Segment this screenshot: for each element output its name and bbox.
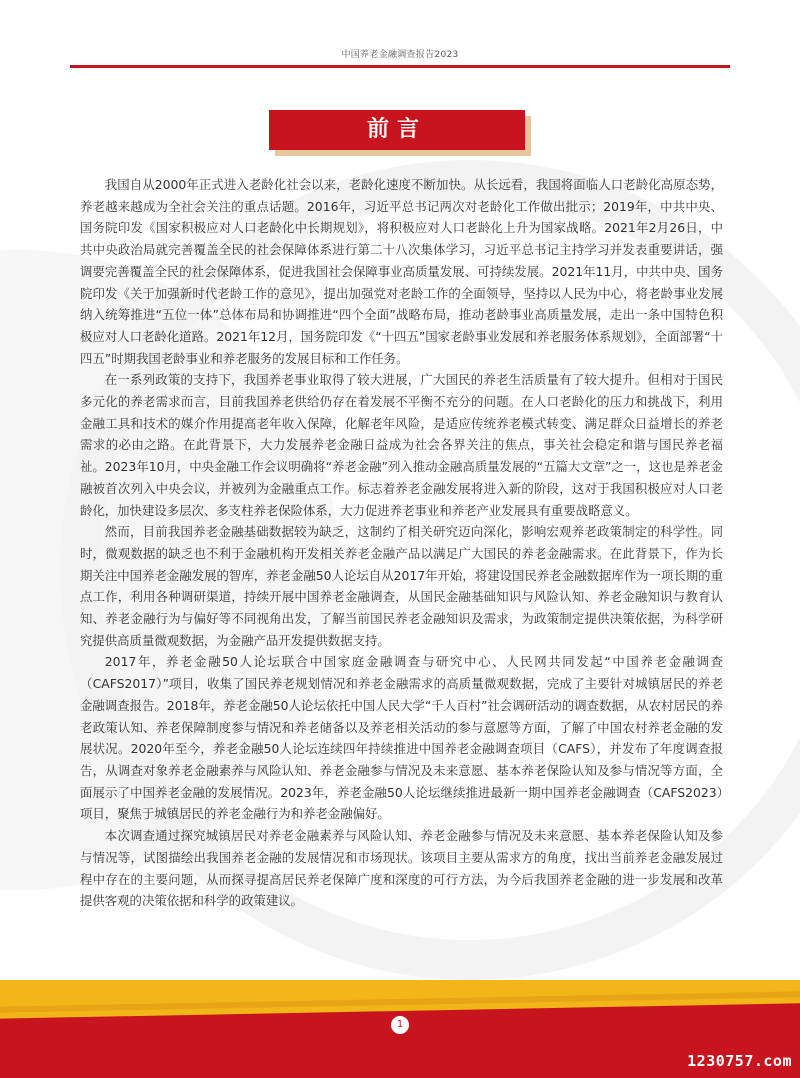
- running-header: 中国养老金融调查报告2023: [341, 50, 459, 60]
- paragraph-1: 我国自从2000年正式进入老龄化社会以来，老龄化速度不断加快。从长远看，我国将面临人口老龄化高原态势，养老越来越成为全社会关注的重点话题。2016年，习近平总书记两次对老龄化工作做出批示；2019年，中共中央、国务院印发《国家积极应对人口老龄化中长期规划》，将积极应对人口老龄化上升为国家战略。2021年2月26日，中共中央政治局就完善覆盖全民的社会保障体系进行第二十八次集体学习，习近平总书记主持学习并发表重要讲话，强调要完善覆盖全民的社会保障体系，促进我国社会保障事业高质量发展、可持续发展。2021年11月，中共中央、国务院印发《关于加强新时代老龄工作的意见》，提出加强党对老龄工作的全面领导，坚持以人民为中心，将老龄事业发展纳入统筹推进“五位一体”总体布局和协调推进“四个全面”战略布局，推动老龄事业高质量发展，走出一条中国特色积极应对人口老龄化道路。2021年12月，国务院印发《“十四五”国家老龄事业发展和养老服务体系规划》，全面部署“十四五”时期我国老龄事业和养老服务的发展目标和工作任务。: [80, 177, 723, 366]
- title-box: [269, 110, 525, 150]
- paragraph-5: 本次调查通过探究城镇居民对养老金融素养与风险认知、养老金融参与情况及未来意愿、基本养老保险认知及参与情况等，试图描绘出我国养老金融的发展情况和市场现状。该项目主要从需求方的角度，找出当前养老金融发展过程中存在的主要问题，从而探寻提高居民养老保障广度和深度的可行方法，为今后我国养老金融的进一步发展和改革提供客观的决策依据和科学的政策建议。: [80, 828, 723, 909]
- page-number: 1: [391, 1016, 409, 1034]
- header-rule: [70, 65, 730, 68]
- paragraph-4: 2017年，养老金融50人论坛联合中国家庭金融调查与研究中心、人民网共同发起“中国养老金融调查（CAFS2017）”项目，收集了国民养老规划情况和养老金融需求的高质量微观数据，完成了主要针对城镇居民的养老金融调查报告。2018年，养老金融50人论坛依托中国人民大学“千人百村”社会调研活动的调查数据，从农村居民的养老政策认知、养老保障制度参与情况和养老储备以及养老相关活动的参与意愿等方面，了解了中国农村养老金融的发展状况。2020年至今，养老金融50人论坛连续四年持续推进中国养老金融调查项目（CAFS），并发布了年度调查报告，从调查对象养老金融素养与风险认知、养老金融参与情况及未来意愿、基本养老保险认知及参与情况等方面，全面展示了中国养老金融的发展情况。2023年，养老金融50人论坛继续推进最新一期中国养老金融调查（CAFS2023）项目，聚焦于城镇居民的养老金融行为和养老金融偏好。: [80, 654, 723, 822]
- paragraph-2: 在一系列政策的支持下，我国养老事业取得了较大进展，广大国民的养老生活质量有了较大提升。但相对于国民多元化的养老需求而言，目前我国养老供给仍存在着发展不平衡不充分的问题。在人口老龄化的压力和挑战下，利用金融工具和技术的媒介作用提高老年收入保障，化解老年风险，是适应传统养老模式转变、满足群众日益增长的养老需求的必由之路。在此背景下，大力发展养老金融日益成为社会各界关注的焦点，事关社会稳定和谐与国民养老福祉。2023年10月，中央金融工作会议明确将“养老金融”列入推动金融高质量发展的“五篇大文章”之一，这也是养老金融被首次列入中央会议，并被列为金融重点工作。标志着养老金融发展将进入新的阶段，这对于我国积极应对人口老龄化，加快建设多层次、多支柱养老保险体系，大力促进养老事业和养老产业发展具有重要战略意义。: [80, 372, 723, 518]
- paragraph-3: 然而，目前我国养老金融基础数据较为缺乏，这制约了相关研究迈向深化，影响宏观养老政策制定的科学性。同时，微观数据的缺乏也不利于金融机构开发相关养老金融产品以满足广大国民的养老金融需求。在此背景下，作为长期关注中国养老金融发展的智库，养老金融50人论坛自从2017年开始，将建设国民养老金融数据库作为一项长期的重点工作，利用各种调研渠道，持续开展中国养老金融调查，从国民金融基础知识与风险认知、养老金融知识与教育认知、养老金融行为与偏好等不同视角出发，了解当前国民养老金融知识及需求，为政策制定提供决策依据，为科学研究提供高质量微观数据，为金融产品开发提供数据支持。: [80, 524, 723, 648]
- page-title: 前言: [269, 110, 525, 150]
- body-text: [80, 174, 723, 912]
- watermark: 1230757.com: [687, 1052, 792, 1070]
